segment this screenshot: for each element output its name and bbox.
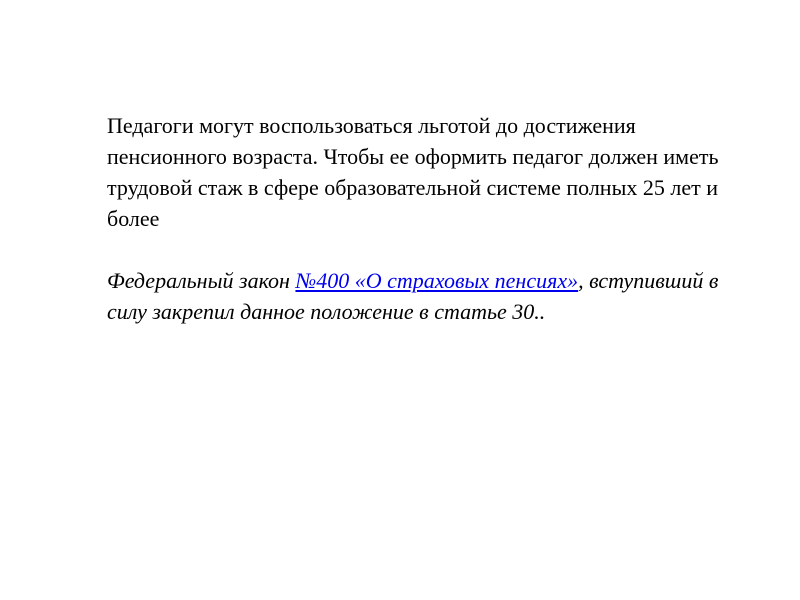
slide-text-block bbox=[107, 110, 747, 327]
law-reference-paragraph bbox=[107, 265, 747, 327]
law-reference-prefix: Федеральный закон bbox=[107, 268, 296, 293]
federal-law-link[interactable]: №400 «О страховых пенсиях» bbox=[295, 268, 579, 293]
law-reference-suffix: , вступивший в силу закрепил данное положение в статье 30.. bbox=[107, 268, 719, 324]
paragraph-spacer bbox=[107, 234, 747, 265]
benefit-description-paragraph: Педагоги могут воспользоваться льготой до достижения пенсионного возраста. Чтобы ее оформить педагог должен иметь трудовой стаж в сфере образовательной системе полных 25 лет и более bbox=[107, 113, 719, 231]
